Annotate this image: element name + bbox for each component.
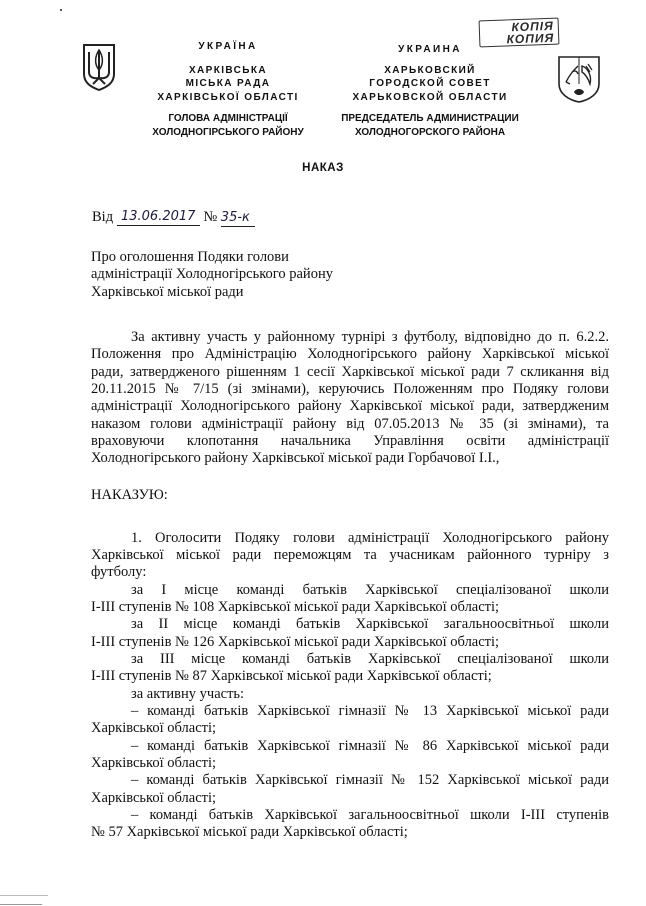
- preamble-line-6: наказом голови адміністрації району від 07.05.2013 № 35 (зі змінами), та: [91, 416, 609, 432]
- kharkiv-coat-of-arms-icon: [556, 54, 602, 104]
- item1-place2-a: за ІІ місце команді батьків Харківської загальноосвітньої школи: [131, 616, 609, 632]
- scan-edge-2: [0, 904, 42, 905]
- header-right-position-2: ХОЛОДНОГОРСКОГО РАЙОНА: [354, 126, 506, 138]
- item1-gym86-b: Харківської області;: [91, 755, 217, 771]
- item1-place3-b: І-ІІІ ступенів № 87 Харківської міської ради Харківської області;: [91, 668, 492, 684]
- scan-dot: [60, 9, 62, 11]
- scan-edge: [0, 895, 48, 896]
- order-subject: [91, 249, 333, 301]
- item1-line-2: Харківської міської ради переможцям та учасникам районного турніру з: [91, 547, 609, 563]
- doc-type-title: НАКАЗ: [302, 162, 344, 174]
- header-left-position-2: ХОЛОДНОГІРСЬКОГО РАЙОНУ: [152, 126, 304, 138]
- preamble-line-2: Положення про Адміністрацію Холодногірського району Харківської міської: [91, 346, 609, 362]
- item1-place1-b: І-ІІІ ступенів № 108 Харківської міської ради Харківської області;: [91, 599, 500, 615]
- subject-line-2: адміністрації Холодногірського району: [91, 266, 333, 283]
- item1-gym152-a: – команді батьків Харківської гімназії № 152 Харківської міської ради: [131, 772, 609, 788]
- item1-active-label: за активну участь:: [131, 686, 245, 702]
- preamble-line-8: Холодногірського району Харківської міської ради Горбачової І.І.,: [91, 450, 500, 466]
- subject-line-3: Харківської міської ради: [91, 283, 244, 300]
- item1-place1-a: за І місце команді батьків Харківської спеціалізованої школи: [131, 582, 609, 598]
- header-right-council-1: ХАРЬКОВСКИЙ: [384, 64, 476, 76]
- item1-gym152-b: Харківської області;: [91, 790, 217, 806]
- item1-line-3: футболу:: [91, 564, 147, 580]
- header-right-country: УКРАИНА: [398, 44, 462, 55]
- stamp-line-2: КОПИЯ: [506, 30, 555, 47]
- item1-gym13-b: Харківської області;: [91, 720, 217, 736]
- header-left-position-1: ГОЛОВА АДМІНІСТРАЦІЇ: [168, 113, 288, 124]
- item1-school57-a: – команді батьків Харківської загальноосвітньої школи І-ІІІ ступенів: [131, 807, 609, 823]
- preamble-line-4: 20.11.2015 № 7/15 (зі змінами), керуючись Положенням про Подяку голови: [91, 381, 609, 397]
- item1-place2-b: І-ІІІ ступенів № 126 Харківської міської ради Харківської області;: [91, 634, 500, 650]
- header-left-council-3: ХАРКІВСЬКОЇ ОБЛАСТІ: [157, 91, 299, 103]
- item1-school57-b: № 57 Харківської міської ради Харківської області;: [91, 824, 408, 840]
- date-handwritten: 13.06.2017: [117, 208, 200, 226]
- header-right-position-1: ПРЕДСЕДАТЕЛЬ АДМИНИСТРАЦИИ: [341, 113, 519, 124]
- number-handwritten: 35-к: [221, 209, 255, 227]
- header-right: [330, 43, 530, 139]
- header-left-country: УКРАЇНА: [198, 41, 258, 52]
- date-number-line: [92, 209, 255, 227]
- item1-line-1: 1. Оголосити Подяку голови адміністрації Холодногірського району: [131, 530, 609, 546]
- preamble-line-7: враховуючи клопотання начальника Управління освіти адміністрації: [91, 433, 609, 449]
- item1-gym13-a: – команді батьків Харківської гімназії № 13 Харківської міської ради: [131, 703, 609, 719]
- header-right-council-3: ХАРЬКОВСКОЙ ОБЛАСТИ: [352, 91, 508, 103]
- header-left: [128, 40, 328, 139]
- header-left-council-1: ХАРКІВСЬКА: [188, 64, 268, 76]
- header-right-council-2: ГОРОДСКОЙ СОВЕТ: [369, 78, 491, 89]
- date-from-label: Від: [92, 209, 114, 225]
- item1-place3-a: за ІІІ місце команді батьків Харківської спеціалізованої школи: [131, 651, 609, 667]
- header-left-council-2: МІСЬКА РАДА: [185, 78, 271, 89]
- preamble-line-3: ради, затвердженого рішенням 1 сесії Харківської міської ради 7 скликання від: [91, 364, 609, 380]
- order-word: НАКАЗУЮ:: [91, 487, 168, 503]
- stamp-line-1: КОПІЯ: [511, 18, 555, 35]
- subject-line-1: Про оголошення Подяки голови: [91, 249, 289, 265]
- item1-gym86-a: – команді батьків Харківської гімназії № 86 Харківської міської ради: [131, 738, 609, 754]
- ukraine-trident-emblem-icon: [81, 42, 117, 92]
- preamble-line-1: За активну участь у районному турнірі з футболу, відповідно до п. 6.2.2.: [131, 329, 609, 345]
- number-label: №: [203, 209, 218, 225]
- preamble-line-5: адміністрації Холодногірського району Харківської міської ради, затвердженим: [91, 398, 609, 414]
